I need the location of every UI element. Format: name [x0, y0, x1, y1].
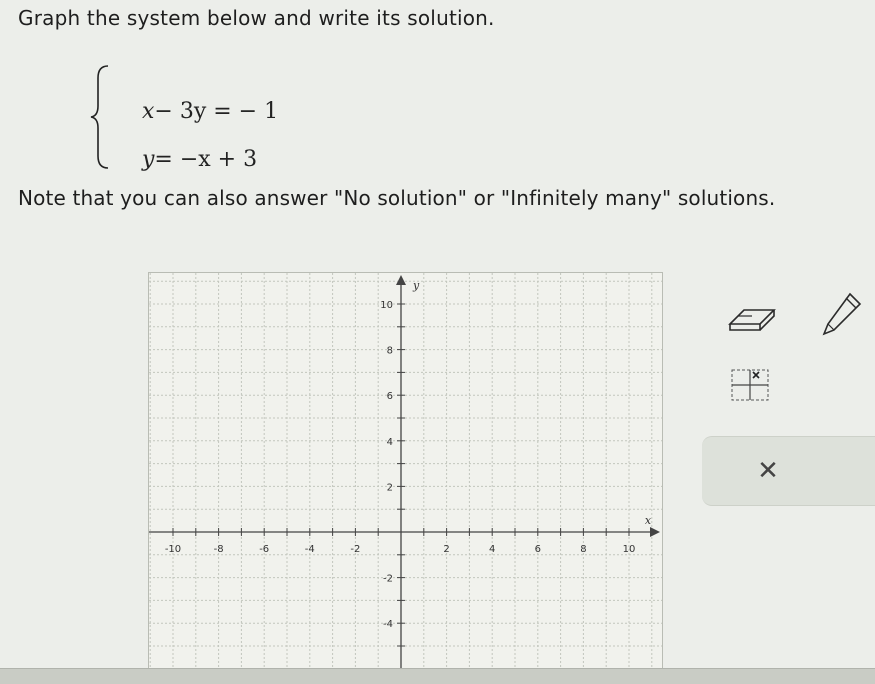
- equation-system: [84, 62, 304, 172]
- x-tick-label: -8: [213, 544, 224, 555]
- y-tick-label: -2: [383, 573, 393, 585]
- clear-area: [702, 436, 875, 506]
- y-tick-label: 8: [386, 345, 393, 357]
- y-axis-label: y: [413, 279, 420, 292]
- y-axis-arrow: [396, 275, 406, 285]
- pencil-icon: [820, 290, 864, 340]
- point-grid-icon: [726, 366, 774, 406]
- answer-note: Note that you can also answer "No solution" or "Infinitely many" solutions.: [18, 186, 776, 210]
- x-tick-label: -6: [259, 544, 270, 555]
- x-tick-label: 2: [443, 544, 450, 555]
- x-tick-label: 6: [534, 544, 541, 555]
- x-tick-label: 10: [622, 544, 636, 555]
- y-tick-label: 6: [386, 391, 393, 403]
- y-tick-label: -4: [383, 619, 393, 631]
- graph-canvas[interactable]: [148, 272, 663, 668]
- x-axis-label: x: [644, 514, 652, 527]
- left-brace: [88, 62, 112, 172]
- x-axis-arrow: [650, 527, 660, 537]
- x-tick-label: -4: [304, 544, 315, 555]
- coordinate-plane[interactable]: [149, 273, 662, 668]
- bottom-bar: [0, 668, 875, 684]
- equation-1-rest: − 3y = − 1: [154, 99, 279, 124]
- equation-2-rest: = −x + 3: [154, 147, 258, 172]
- problem-prompt: Graph the system below and write its solution.: [18, 6, 495, 30]
- eraser-icon: [726, 300, 778, 334]
- y-tick-label: 4: [386, 436, 393, 448]
- x-tick-label: 8: [580, 544, 587, 555]
- clear-button[interactable]: ✕: [757, 456, 779, 486]
- equation-1-lhs: x: [141, 99, 155, 124]
- equation-2-lhs: y: [141, 147, 155, 172]
- point-button[interactable]: [726, 366, 774, 406]
- x-tick-label: -10: [164, 544, 182, 555]
- eraser-button[interactable]: [726, 300, 778, 334]
- y-tick-label: 2: [386, 482, 393, 494]
- y-tick-label: 10: [380, 300, 393, 311]
- x-tick-label: -2: [350, 544, 361, 555]
- graph-tool-panel: [702, 270, 875, 510]
- pencil-button[interactable]: [820, 290, 864, 340]
- x-tick-label: 4: [489, 544, 496, 555]
